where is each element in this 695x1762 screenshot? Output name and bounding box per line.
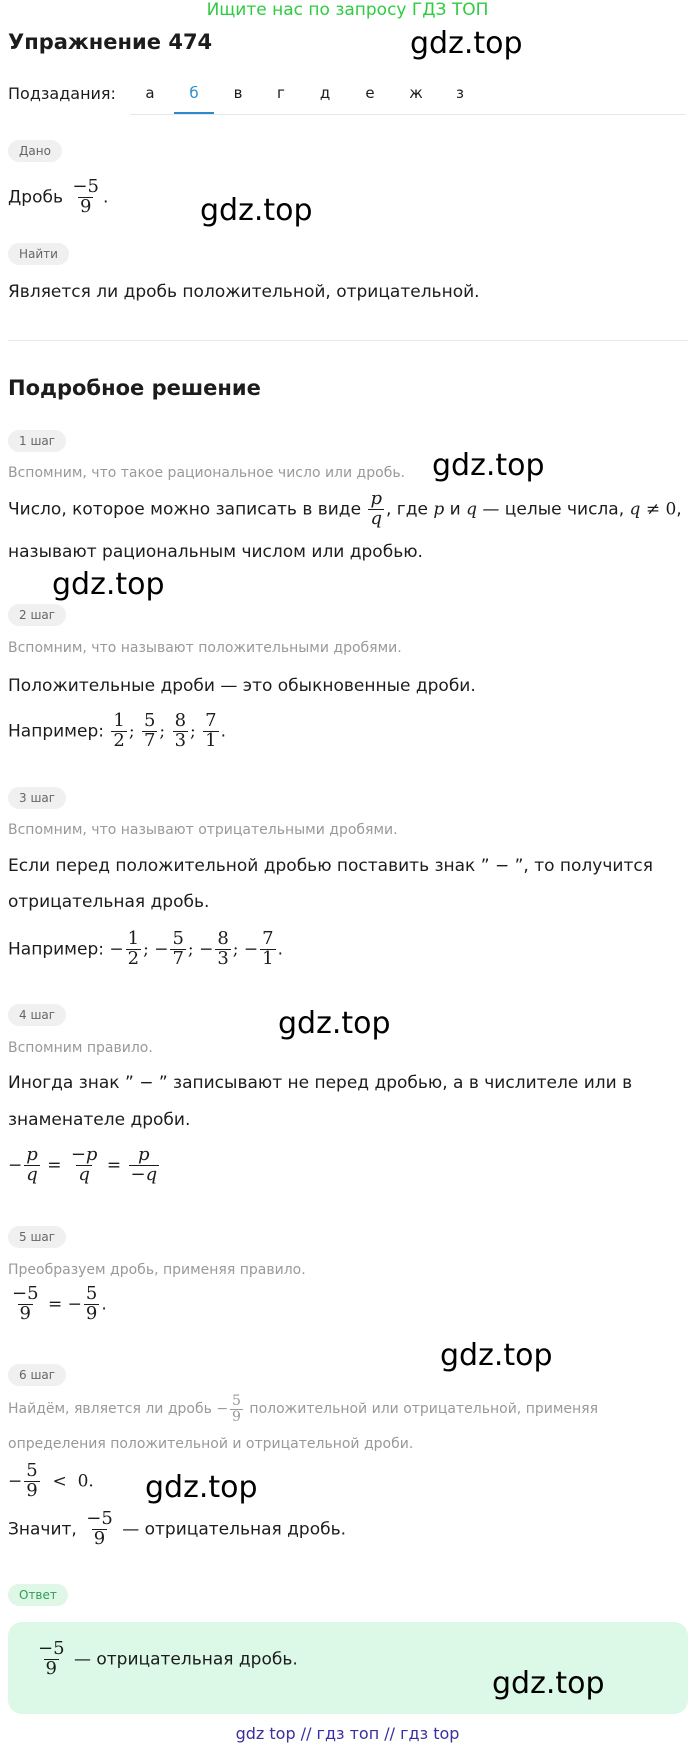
tab-z[interactable]: з [456, 84, 464, 102]
step-1-text-b: , где [385, 499, 428, 520]
example-label: Например: [8, 939, 104, 960]
step-3-hint: Вспомним, что называют отрицательными дробями. [8, 822, 398, 838]
step-1-hint: Вспомним, что такое рациональное число или дробь. [8, 465, 406, 481]
tab-a[interactable]: а [145, 84, 155, 102]
rule-formula: − $\frac{p}{q}$ = $\frac{-p}{q}$ = $\frac{p}{-q}$ [8, 1144, 158, 1185]
step-5-formula: $\frac{-5}{9}$ = − $\frac{5}{9}$ . [12, 1283, 107, 1324]
watermark: gdz.top [52, 567, 165, 602]
step-4-line1: Иногда знак ” − ” записывают не перед дробью, а в числителе или в [8, 1073, 633, 1093]
find-text: Является ли дробь положительной, отрицательной. [8, 282, 480, 302]
step-5-hint: Преобразуем дробь, применяя правило. [8, 1262, 306, 1278]
frac-num: −5 [72, 176, 99, 197]
step-1-line1: Число, которое можно записать в виде $\frac{p}{q}$ , где p и q — целые числа, q ≠ 0, [8, 488, 682, 529]
answer-label: — отрицательная дробь. [73, 1649, 298, 1670]
given-line: Дробь $\frac{-5}{9}$ . [8, 176, 109, 217]
subtasks-label: Подзадания: [8, 84, 116, 103]
step-4-line2: знаменателе дроби. [8, 1110, 191, 1130]
fraction: $\frac{8}{3}$ [217, 928, 229, 969]
tab-g[interactable]: г [277, 84, 285, 102]
fraction: $\frac{8}{3}$ [174, 710, 187, 751]
fraction-p-q: $\frac{p}{q}$ [370, 488, 382, 529]
step-6-hint-b: положительной или отрицательной, применяя [249, 1401, 599, 1418]
tab-zh[interactable]: ж [409, 84, 423, 102]
fraction: $\frac{7}{1}$ [205, 710, 217, 751]
step-2-text: Положительные дроби — это обыкновенные дроби. [8, 676, 476, 696]
step-6-hint-line2: определения положительной и отрицательной дроби. [8, 1436, 414, 1452]
watermark: gdz.top [440, 1338, 553, 1373]
step-3-pill: 3 шаг [8, 787, 66, 809]
footer-links[interactable]: gdz top // гдз топ // гдз top [235, 1724, 460, 1743]
watermark: gdz.top [278, 1006, 391, 1041]
step-1-line2: называют рациональным числом или дробью. [8, 542, 423, 562]
subtask-tabs [130, 80, 685, 115]
page-title: Упражнение 474 [8, 30, 213, 54]
solution-title: Подробное решение [8, 376, 261, 400]
tab-b[interactable]: б [189, 84, 199, 102]
step-5-pill: 5 шаг [8, 1226, 66, 1248]
step-1-pill: 1 шаг [8, 430, 66, 452]
find-pill: Найти [8, 243, 69, 265]
tab-e[interactable]: е [365, 84, 375, 102]
section-divider [8, 340, 688, 341]
step-1-text-c: и [449, 499, 461, 520]
answer-pill: Ответ [8, 1584, 68, 1606]
answer-text: $\frac{-5}{9}$ — отрицательная дробь. [38, 1638, 298, 1679]
fraction: $\frac{5}{7}$ [143, 710, 156, 751]
fraction: $\frac{1}{2}$ [127, 928, 140, 969]
step-6-hint-a: Найдём, является ли дробь [8, 1401, 212, 1418]
fraction: $\frac{1}{2}$ [113, 710, 125, 751]
frac-den: 9 [79, 195, 92, 217]
tab-v[interactable]: в [233, 84, 243, 102]
step-6-conclusion: Значит, $\frac{-5}{9}$ — отрицательная дробь. [8, 1508, 347, 1549]
step-4-hint: Вспомним правило. [8, 1040, 153, 1056]
watermark: gdz.top [200, 193, 313, 228]
given-text: Дробь [8, 187, 63, 208]
step-1-text-d: — целые числа, [482, 499, 625, 520]
tab-d[interactable]: д [319, 84, 331, 102]
given-fraction [70, 178, 101, 217]
fraction: $\frac{5}{7}$ [172, 928, 184, 969]
step-2-hint: Вспомним, что называют положительными дробями. [8, 640, 402, 656]
fraction: $\frac{7}{1}$ [262, 928, 274, 969]
top-banner: Ищите нас по запросу ГДЗ ТОП [206, 0, 489, 20]
conclusion-b: — отрицательная дробь. [122, 1519, 347, 1540]
watermark: gdz.top [432, 448, 545, 483]
active-tab-underline [174, 112, 214, 114]
watermark: gdz.top [410, 26, 523, 61]
step-3-line2: отрицательная дробь. [8, 892, 210, 912]
step-1-text-a: Число, которое можно записать в виде [8, 499, 362, 520]
watermark: gdz.top [145, 1470, 258, 1505]
step-3-line1: Если перед положительной дробью поставить знак ” − ”, то получится [8, 856, 653, 876]
step-4-pill: 4 шаг [8, 1004, 66, 1026]
given-pill: Дано [8, 140, 62, 162]
step-6-hint-line1: Найдём, является ли дробь − $\frac{5}{9}$ положительной или отрицательной, применяя [8, 1393, 599, 1425]
step-2-example: Например: $\frac{1}{2}$ ; $\frac{5}{7}$ ; $\frac{8}{3}$ ; $\frac{7}{1}$ . [8, 710, 227, 751]
step-3-example: Например: − $\frac{1}{2}$ ; − $\frac{5}{7}$ ; − $\frac{8}{3}$ ; − $\frac{7}{1}$ . [8, 928, 284, 969]
step-6-pill: 6 шаг [8, 1364, 66, 1386]
step-6-inequality: − $\frac{5}{9}$ < 0. [8, 1460, 94, 1501]
step-2-pill: 2 шаг [8, 604, 66, 626]
watermark: gdz.top [492, 1666, 605, 1701]
conclusion-a: Значит, [8, 1519, 77, 1540]
example-label: Например: [8, 721, 104, 742]
